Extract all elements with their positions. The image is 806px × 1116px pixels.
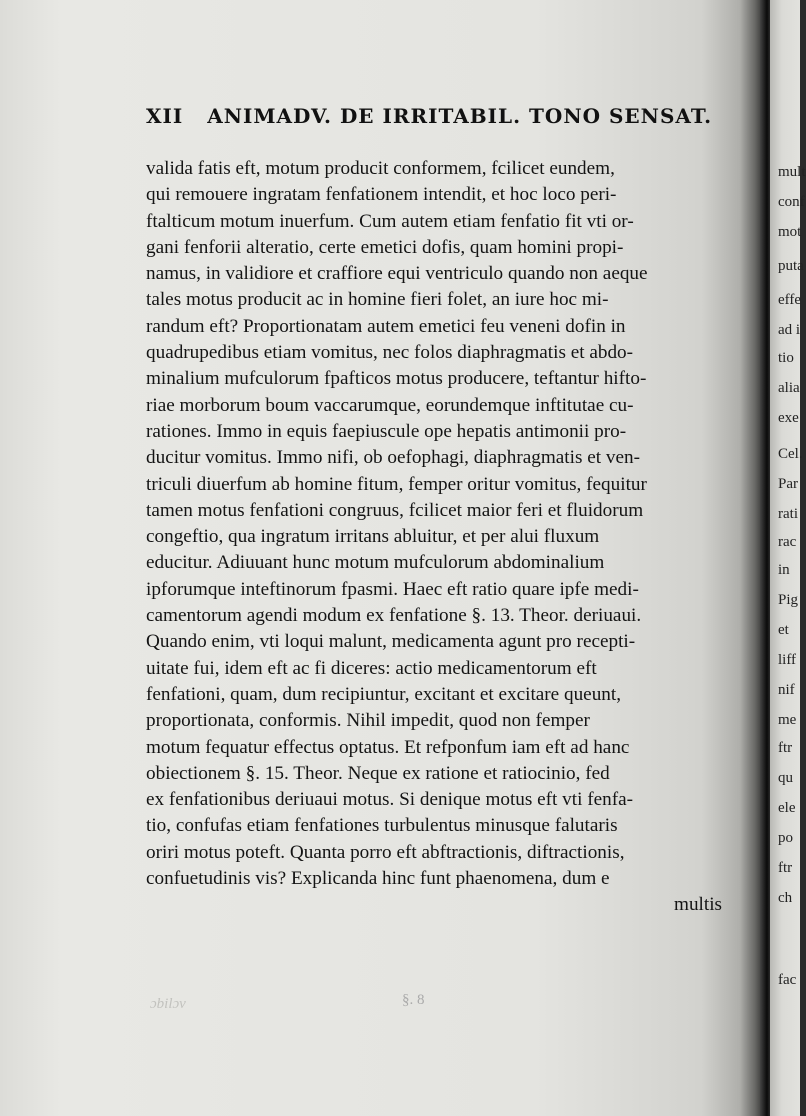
text-line: namus, in validiore et craffiore equi ventriculo quando non aeque [146,263,648,285]
running-title: ANIMADV. DE IRRITABIL. TONO SENSAT. [207,104,713,128]
text-line: Quando enim, vti loqui malunt, medicamenta agunt pro recepti- [146,631,636,653]
facing-text-fragment: conf [778,194,805,210]
facing-text-fragment: po [778,830,793,846]
text-line: triculi diuerfum ab homine fitum, femper oritur vomitus, fequitur [146,473,647,495]
text-line: ftalticum motum inuerfum. Cum autem etiam fenfatio fit vti or- [146,210,634,232]
text-line: congeftio, qua ingratum irritans abluitur, et per alui fluxum [146,526,600,548]
facing-text-fragment: effe [778,292,802,308]
facing-text-fragment: et [778,622,789,638]
text-line: uitate fui, idem eft ac fi diceres: actio medicamentorum eft [146,657,597,679]
facing-text-fragment: ch [778,890,793,906]
text-line: oriri motus poteft. Quanta porro eft abftractionis, diftractionis, [146,841,625,863]
text-line: ex fenfationibus deriuaui motus. Si denique motus eft vti fenfa- [146,789,634,811]
facing-text-fragment: exe [778,410,799,426]
facing-text-fragment: alia [778,380,800,396]
facing-text-fragment: ele [778,800,796,816]
facing-text-fragment: liff [778,652,797,668]
text-line: qui remouere ingratam fenfationem intendit, et hoc loco peri- [146,184,617,206]
text-line: motum fequatur effectus optatus. Et refponfum iam eft ad hanc [146,736,630,758]
facing-text-fragment: rati [778,506,798,522]
text-line: camentorum agendi modum ex fenfatione §. 13. Theor. deriuaui. [146,605,642,627]
facing-text-fragment: mult [778,164,806,180]
body-text [146,156,722,919]
catchword: multis [674,894,722,916]
facing-text-fragment: ad i [778,322,801,338]
facing-text-fragment: ftr [778,740,793,756]
text-line: tamen motus fenfationi congruus, fcilicet maior feri et fluidorum [146,499,644,521]
text-line: fenfationi, quam, dum recipiuntur, excitant et excitare queunt, [146,683,622,705]
facing-text-fragment: mot [778,224,802,240]
text-line: proportionata, conformis. Nihil impedit, quod non femper [146,710,590,732]
text-line: tales motus producit ac in homine fieri folet, an iure hoc mi- [146,289,609,311]
text-line: ipforumque inteftinorum fpasmi. Haec eft ratio quare ipfe medi- [146,578,639,600]
facing-text-fragment: qu [778,770,793,786]
facing-text-fragment: fac [778,972,797,988]
page-number: XII [146,104,184,128]
facing-text-fragment: in [778,562,790,578]
text-line: tio, confufas etiam fenfationes turbulentus minusque falutaris [146,815,618,837]
text-line: rationes. Immo in equis faepiuscule ope hepatis antimonii pro- [146,420,627,442]
facing-text-fragment: tio [778,350,794,366]
facing-text-fragment: puta [778,258,804,274]
text-line: educitur. Adiuuant hunc motum mufculorum abdominalium [146,552,605,574]
text-line: randum eft? Proportionatam autem emetici feu veneni dofin in [146,315,626,337]
text-line: quadrupedibus etiam vomitus, nec folos diaphragmatis et abdo- [146,342,634,364]
facing-text-fragment: Par [778,476,798,492]
text-line: gani fenforii alteratio, certe emetici dofis, quam homini propi- [146,236,624,258]
show-through-text: ɔbilɔv [150,996,186,1012]
text-line: minalium mufculorum fpafticos motus producere, teftantur hifto- [146,368,647,390]
facing-text-fragment: rac [778,534,797,550]
facing-text-fragment: me [778,712,797,728]
running-header [146,104,713,128]
facing-page-edge [770,0,806,1116]
facing-text-fragment: ftr [778,860,793,876]
text-line: obiectionem §. 15. Theor. Neque ex ratione et ratiocinio, fed [146,762,610,784]
text-line: ducitur vomitus. Immo nifi, ob oefophagi, diaphragmatis et ven- [146,447,640,469]
facing-text-fragment: nif [778,682,795,698]
text-line: riae morborum boum vaccarumque, eorundemque inftitutae cu- [146,394,634,416]
signature-mark: §. 8 [402,992,425,1008]
facing-text-fragment: Pig [778,592,799,608]
facing-text-fragment: Cel. [778,446,803,462]
text-line: valida fatis eft, motum producit conformem, fcilicet eundem, [146,158,615,179]
text-line: confuetudinis vis? Explicanda hinc funt phaenomena, dum e [146,868,610,890]
